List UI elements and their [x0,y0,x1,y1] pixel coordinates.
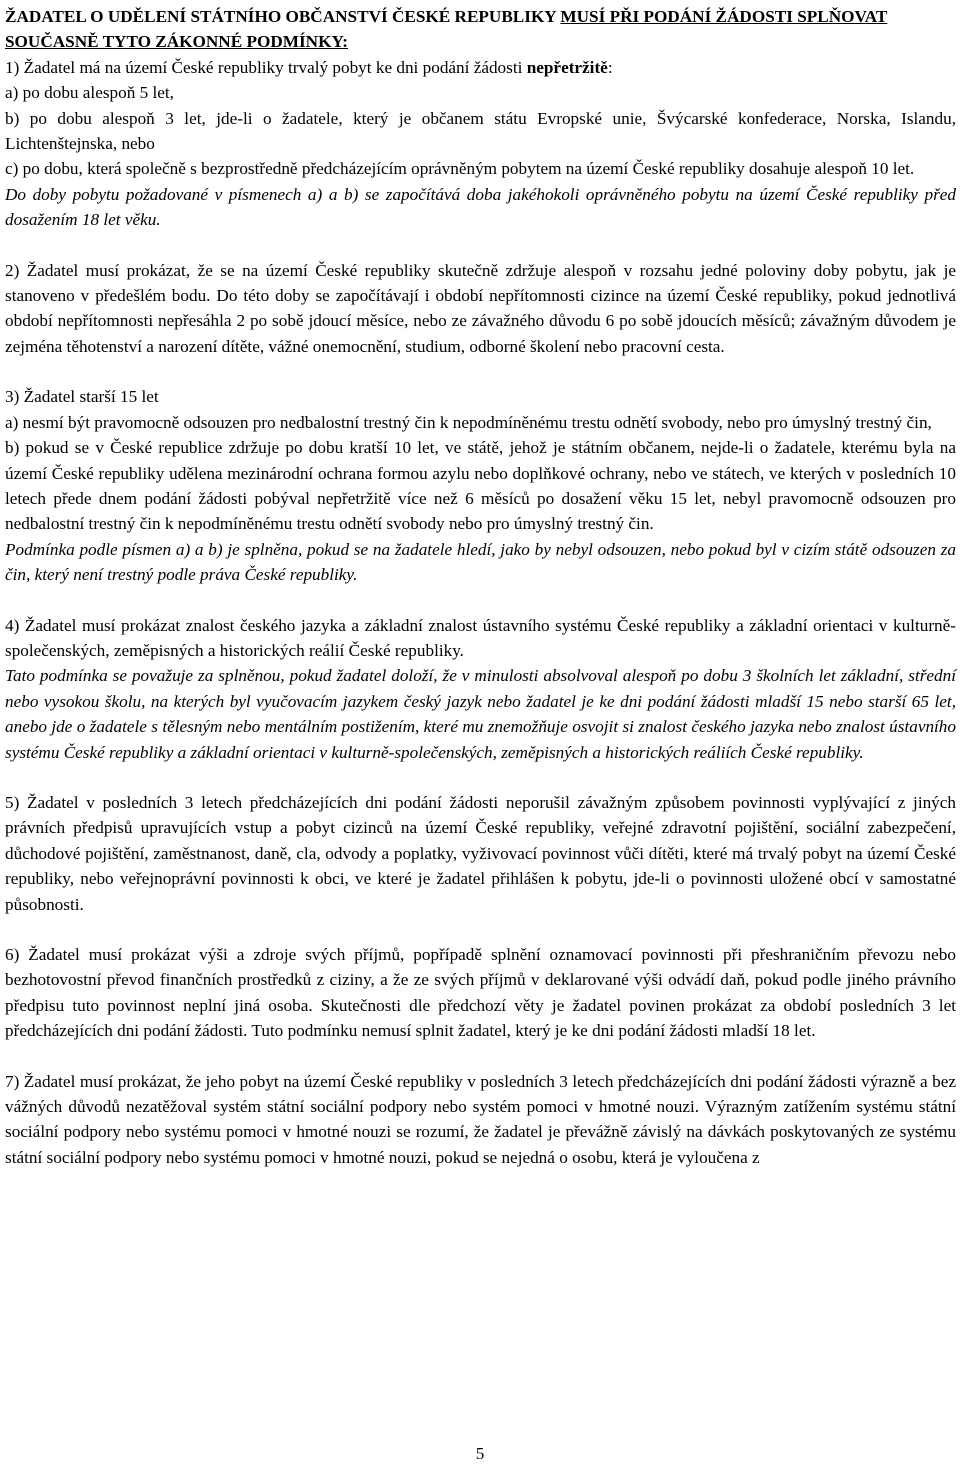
condition-6: 6) Žadatel musí prokázat výši a zdroje svých příjmů, popřípadě splnění oznamovací povinnosti při přeshraničním převozu nebo bezhotovostní převod finančních prostředků z ciziny, a že ze svých příjmů v deklarované výši odvádí daň, pokud podle jiného právního předpisu tuto povinnost neplní jiná osoba. Skutečnosti dle předchozí věty je žadatel povinen prokázat za období posledních 3 let předcházejících dni podání žádosti. Tuto podmínku nemusí splnit žadatel, který je ke dni podání žádosti mladší 18 let. [5,945,956,1041]
condition-2: 2) Žadatel musí prokázat, že se na území České republiky skutečně zdržuje alespoň v rozsahu jedné poloviny doby pobytu, jak je stanoveno v předešlém bodu. Do této doby se započítávají i období nepřítomnosti cizince na území České republiky, pokud jednotlivá období nepřítomnosti nepřesáhla 2 po sobě jdoucí měsíce, nebo ze závažného důvodu 6 po sobě jdoucích měsíců; závažným důvodem je zejména těhotenství a narození dítěte, vážné onemocnění, studium, odborné školení nebo pracovní cesta. [5,260,956,356]
heading-underlined-text: MUSÍ PŘI PODÁNÍ ŽÁDOSTI SPLŇOVAT SOUČASNĚ TYTO ZÁKONNÉ PODMÍNKY: [5,7,888,52]
condition-3-b: b) pokud se v České republice zdržuje po dobu kratší 10 let, ve státě, jehož je státním občanem, nejde-li o žadatele, kterému byla na území České republiky udělena mezinárodní ochrana formou azylu nebo doplňkové ochrany, nebo ve státech, ve kterých v posledních 10 letech přede dnem podání žádosti pobýval nepřetržitě více než 6 měsíců po dosažení věku 15 let, nebyl pravomocně odsouzen pro nedbalostní trestný čin k nepodmíněnému trestu odnětí svobody nebo pro úmyslný trestný čin. [5,438,956,534]
condition-4: 4) Žadatel musí prokázat znalost českého jazyka a základní znalost ústavního systému České republiky a základní orientaci v kulturně-společenských, zeměpisných a historických reálií České republiky. [5,615,956,660]
heading-text: ŽADATEL O UDĚLENÍ STÁTNÍHO OBČANSTVÍ ČESKÉ REPUBLIKY [5,7,561,26]
document-body [5,4,956,1170]
page-number: 5 [475,1444,485,1463]
condition-3-a: a) nesmí být pravomocně odsouzen pro nedbalostní trestný čin k nepodmíněnému trestu odnětí svobody, nebo pro úmyslný trestný čin, [5,412,932,432]
condition-3-intro: 3) Žadatel starší 15 let [5,387,159,407]
condition-5: 5) Žadatel v posledních 3 letech předcházejících dni podání žádosti neporušil závažným způsobem povinnosti vyplývající z jiných právních předpisů upravujících vstup a pobyt cizinců na území České republiky, veřejné zdravotní pojištění, sociální zabezpečení, důchodové pojištění, zaměstnanost, daně, cla, odvody a poplatky, vyživovací povinnost vůči dítěti, které má trvalý pobyt na území České republiky, nebo veřejnoprávní povinnosti k obci, ve které je žadatel přihlášen k pobytu, jde-li o povinnosti uložené obcí v samostatné působnosti. [5,792,956,914]
condition-1-note: Do doby pobytu požadované v písmenech a) a b) se započítává doba jakéhokoli oprávněného pobytu na území České republiky před dosažením 18 let věku. [5,184,956,230]
condition-3-note: Podmínka podle písmen a) a b) je splněna, pokud se na žadatele hledí, jako by nebyl odsouzen, nebo pokud byl v cizím státě odsouzen za čin, který není trestný podle práva České republiky. [5,539,956,585]
condition-1-intro-text: 1) Žadatel má na území České republiky trvalý pobyt ke dni podání žádosti [5,57,527,77]
condition-1-b: b) po dobu alespoň 3 let, jde-li o žadatele, který je občanem státu Evropské unie, Švýcarské konfederace, Norska, Islandu, Lichtenštejnska, nebo [5,108,956,154]
condition-1-c: c) po dobu, která společně s bezprostředně předcházejícím oprávněným pobytem na území České republiky dosahuje alespoň 10 let. [5,159,915,179]
condition-1-intro [5,55,956,80]
condition-7: 7) Žadatel musí prokázat, že jeho pobyt na území České republiky v posledních 3 letech předcházejících dni podání žádosti výrazně a bez vážných důvodů nezatěžoval systém státní sociální podpory nebo systém pomoci v hmotné nouzi. Výrazným zatížením systému státní sociální podpory nebo systému pomoci v hmotné nouzi se rozumí, že žadatel je převážně závislý na dávkách poskytovaných ze systému státní sociální podpory nebo systému pomoci v hmotné nouzi, pokud se nejedná o osobu, která je vyloučena z [5,1071,956,1167]
condition-1-intro-end: : [607,57,613,77]
document-heading [5,4,956,55]
condition-1-bold-term: nepřetržitě [526,57,608,77]
condition-1-a: a) po dobu alespoň 5 let, [5,83,174,103]
condition-4-note: Tato podmínka se považuje za splněnou, pokud žadatel doloží, že v minulosti absolvoval alespoň po dobu 3 školních let základní, střední nebo vysokou školu, na kterých byl vyučovacím jazykem český jazyk nebo žadatel je ke dni podání žádosti mladší 15 nebo starší 65 let, anebo jde o žadatele s tělesným nebo mentálním postižením, které mu znemožňuje osvojit si znalost českého jazyka nebo znalost ústavního systému České republiky a základní orientaci v kulturně-společenských, zeměpisných a historických reáliích České republiky. [5,666,956,762]
